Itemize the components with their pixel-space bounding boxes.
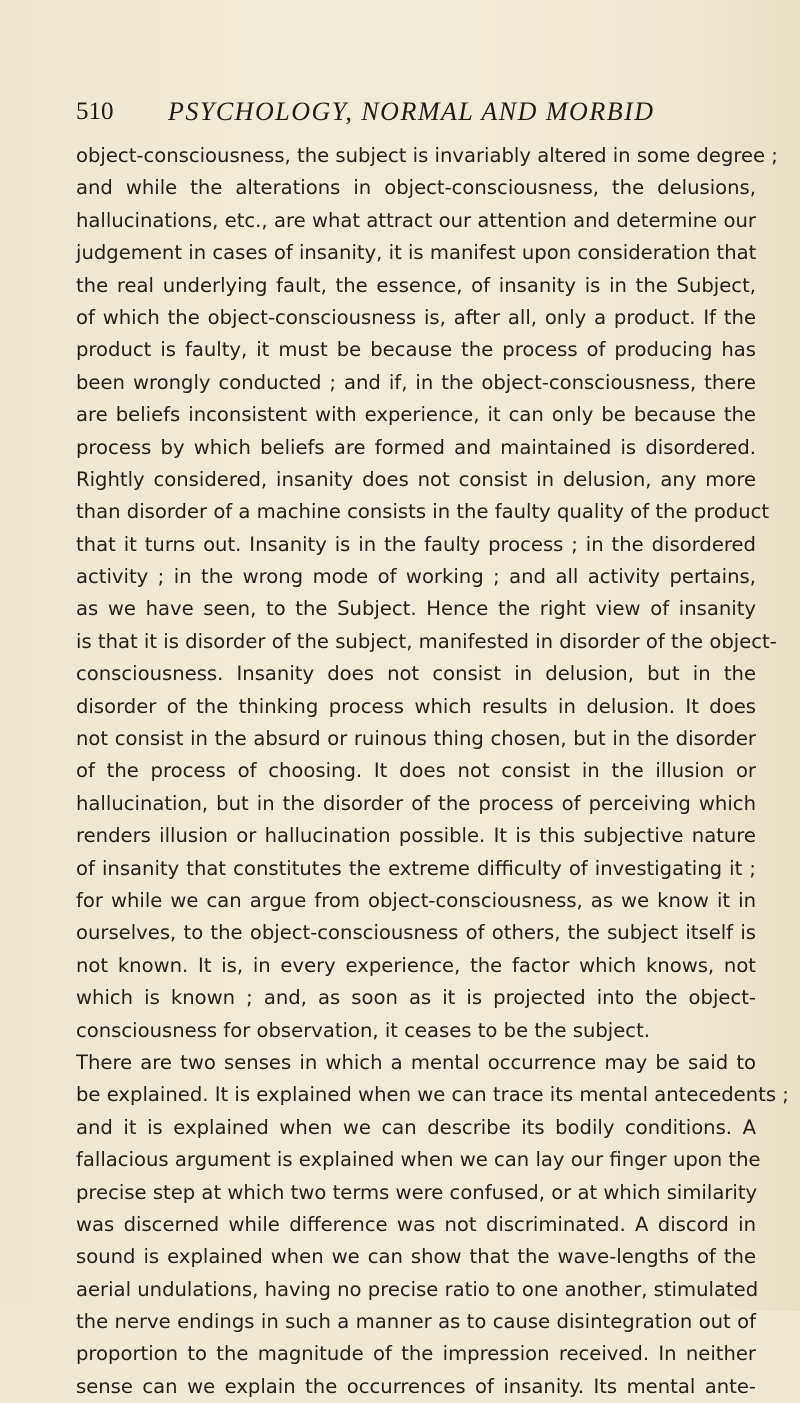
page-number: 510: [76, 98, 114, 125]
text-line: hallucination, but in the disorder of the process of perceiving which: [76, 791, 756, 815]
text-line: which is known ; and, as soon as it is projected into the object-: [76, 986, 756, 1010]
running-title: PSYCHOLOGY, NORMAL AND MORBID: [168, 97, 655, 126]
text-line: as we have seen, to the Subject. Hence the right view of insanity: [76, 597, 756, 621]
text-line: and it is explained when we can describe its bodily conditions. A: [76, 1115, 756, 1139]
text-line: hallucinations, etc., are what attract our attention and determine our: [76, 208, 756, 232]
text-line: be explained. It is explained when we can trace its mental antecedents ;: [76, 1083, 789, 1107]
text-line: judgement in cases of insanity, it is manifest upon consideration that: [76, 241, 757, 265]
text-line: for while we can argue from object-consciousness, as we know it in: [76, 888, 756, 912]
text-line: aerial undulations, having no precise ratio to one another, stimulated: [76, 1277, 759, 1301]
text-line: There are two senses in which a mental occurrence may be said to: [76, 1050, 756, 1074]
text-line: the real underlying fault, the essence, of insanity is in the Subject,: [76, 273, 756, 297]
text-line: that it turns out. Insanity is in the faulty process ; in the disordered: [76, 532, 756, 556]
text-line: consciousness. Insanity does not consist in delusion, but in the: [76, 662, 756, 686]
text-line: of which the object-consciousness is, after all, only a product. If the: [76, 305, 756, 329]
text-line: are beliefs inconsistent with experience, it can only be because the: [76, 403, 756, 427]
text-line: precise step at which two terms were confused, or at which similarity: [76, 1180, 758, 1204]
text-line: Rightly considered, insanity does not consist in delusion, any more: [76, 467, 756, 491]
text-line: proportion to the magnitude of the impression received. In neither: [76, 1342, 756, 1366]
page-header: [76, 92, 756, 132]
text-line: been wrongly conducted ; and if, in the object-consciousness, there: [76, 370, 756, 394]
text-line: sound is explained when we can show that the wave-lengths of the: [76, 1245, 756, 1269]
text-line: process by which beliefs are formed and maintained is disordered.: [76, 435, 756, 459]
text-line: object-consciousness, the subject is invariably altered in some degree ;: [76, 144, 778, 167]
text-line: was discerned while difference was not discriminated. A discord in: [76, 1212, 756, 1236]
text-line: disorder of the thinking process which results in delusion. It does: [76, 694, 756, 718]
text-line: than disorder of a machine consists in the faulty quality of the product: [76, 500, 770, 524]
text-line: fallacious argument is explained when we can lay our finger upon the: [76, 1148, 761, 1172]
text-line: not consist in the absurd or ruinous thing chosen, but in the disorder: [76, 727, 756, 751]
text-line: of the process of choosing. It does not consist in the illusion or: [76, 759, 756, 783]
text-line: consciousness for observation, it ceases to be the subject.: [76, 1018, 650, 1042]
text-line: activity ; in the wrong mode of working ; and all activity pertains,: [76, 565, 756, 589]
text-line: the nerve endings in such a manner as to cause disintegration out of: [76, 1310, 756, 1334]
text-line: is that it is disorder of the subject, manifested in disorder of the object-: [76, 629, 777, 653]
text-line: of insanity that constitutes the extreme difficulty of investigating it ;: [76, 856, 756, 880]
body-text: [76, 140, 789, 1403]
text-line: sense can we explain the occurrences of insanity. Its mental ante-: [76, 1374, 756, 1398]
text-line: product is faulty, it must be because the process of producing has: [76, 338, 756, 362]
text-line: and while the alterations in object-consciousness, the delusions,: [76, 176, 756, 200]
text-line: not known. It is, in every experience, the factor which knows, not: [76, 953, 756, 977]
text-line: ourselves, to the object-consciousness of others, the subject itself is: [76, 921, 756, 945]
text-line: renders illusion or hallucination possible. It is this subjective nature: [76, 824, 756, 848]
